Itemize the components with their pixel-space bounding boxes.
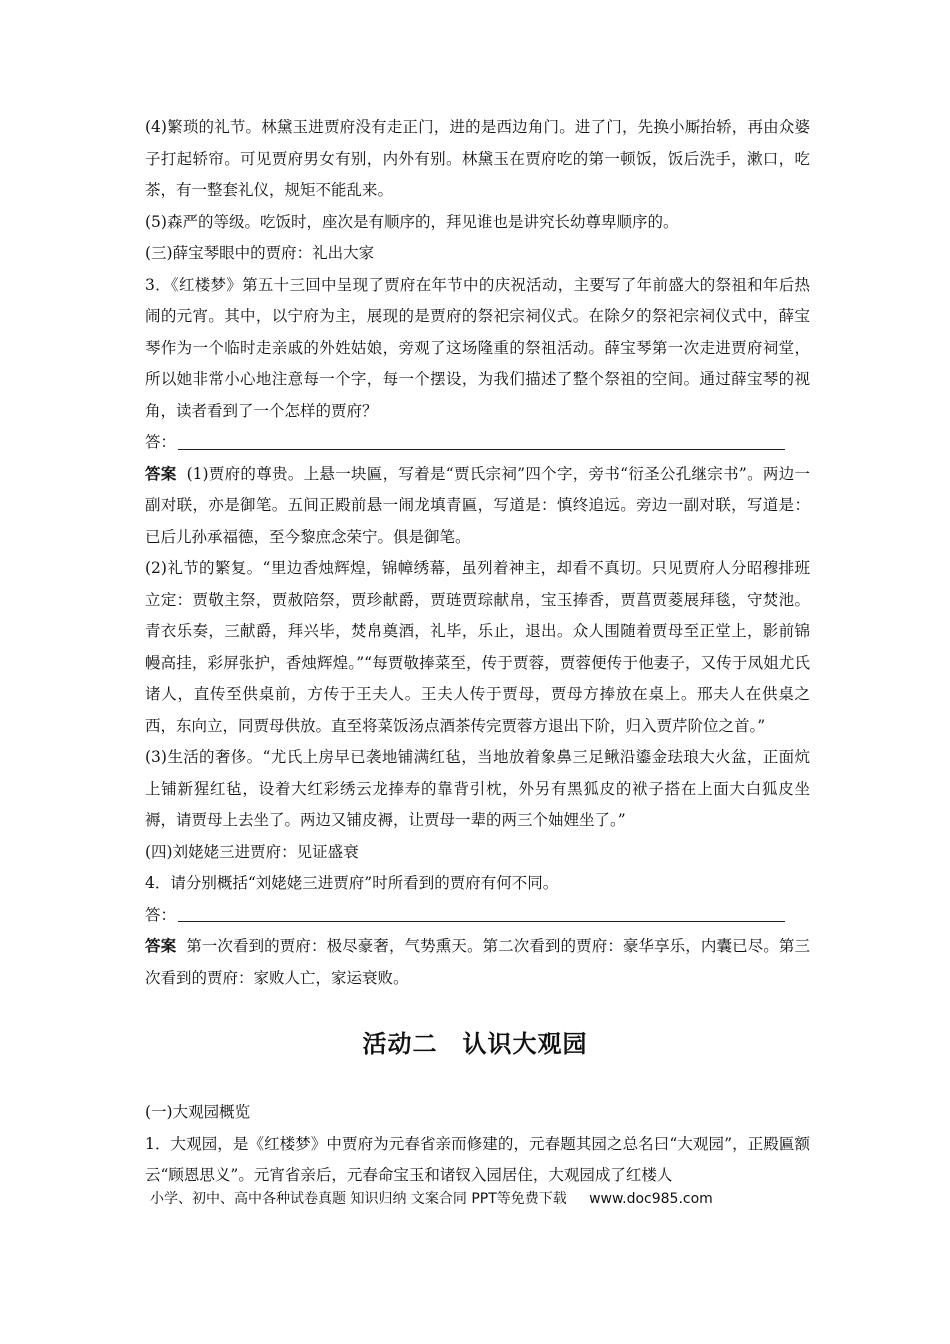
answer-rule bbox=[178, 433, 785, 450]
footer-text: 小学、初中、高中各种试卷真题 知识归纳 文案合同 PPT等免费下载 bbox=[150, 1191, 567, 1207]
paragraph-daguanyuan: 1．大观园，是《红楼梦》中贾府为元春省亲而修建的，元春题其园之总名曰“大观园”，正殿匾额云“顾恩思义”。元宵省亲后，元春命宝玉和诸钗入园居住，大观园成了红楼人 bbox=[145, 1134, 810, 1184]
answer-tag: 答案 bbox=[145, 464, 177, 483]
answer-4 bbox=[145, 931, 810, 994]
question-3: 3．《红楼梦》第五十三回中呈现了贾府在年节中的庆祝活动，主要写了年前盛大的祭祖和年后热闹的元宵。其中，以宁府为主，展现的是贾府的祭祀宗祠仪式。在除夕的祭祀宗祠仪式中，薛宝琴作为一个临时走亲戚的外姓姑娘，旁观了这场隆重的祭祖活动。薛宝琴第一次走进贾府祠堂，所以她非常小心地注意每一个字，每一个摆设，为我们描述了整个祭祖的空间。通过薛宝琴的视角，读者看到了一个怎样的贾府？ bbox=[145, 275, 810, 420]
answer-blank-4 bbox=[145, 900, 810, 932]
paragraph-hierarchy: (5)森严的等级。吃饭时，座次是有顺序的，拜见谁也是讲究长幼尊卑顺序的。 bbox=[145, 212, 679, 231]
section-heading-xue-baoqin: (三)薛宝琴眼中的贾府：礼出大家 bbox=[145, 244, 375, 262]
page-footer bbox=[150, 1188, 850, 1208]
answer-rule bbox=[178, 905, 785, 922]
document-body bbox=[145, 112, 810, 994]
paragraph-etiquette: (4)繁琐的礼节。林黛玉进贾府没有走正门，进的是西边角门。进了门，先换小厮抬轿，再由众婆子打起轿帘。可见贾府男女有别，内外有别。林黛玉在贾府吃的第一顿饭，饭后洗手，漱口，吃茶，有一整套礼仪，规矩不能乱来。 bbox=[145, 118, 810, 199]
answer-3-part3: (3)生活的奢侈。“尤氏上房早已袭地铺满红毡，当地放着象鼻三足鳅沿鎏金珐琅大火盆，正面炕上铺新猩红毡，设着大红彩绣云龙捧寿的靠背引枕，外另有黑狐皮的袱子搭在上面大白狐皮坐褥，请贾母上去坐了。两边又铺皮褥，让贾母一辈的两三个妯娌坐了。” bbox=[145, 748, 810, 829]
answer-3-part1-text: (1)贾府的尊贵。上悬一块匾，写着是“贾氏宗祠”四个字，旁书“衍圣公孔继宗书”。两边一副对联，亦是御笔。五间正殿前悬一闹龙填青匾，写道是：慎终追远。旁边一副对联，写道是：已后儿孙承福德，至今黎庶念荣宁。俱是御笔。 bbox=[145, 464, 810, 546]
section-heading-overview: (一)大观园概览 bbox=[145, 1103, 251, 1121]
answer-tag: 答案 bbox=[145, 937, 177, 955]
answer-label: 答： bbox=[145, 905, 177, 924]
activity-heading: 活动二 认识大观园 bbox=[362, 1030, 588, 1058]
footer-site: www.doc985.com bbox=[589, 1191, 713, 1207]
answer-label: 答： bbox=[145, 433, 177, 451]
answer-4-text: 第一次看到的贾府：极尽豪奢，气势熏天。第二次看到的贾府：豪华享乐，内囊已尽。第三次看到的贾府：家败人亡，家运衰败。 bbox=[145, 937, 810, 987]
answer-3-part1 bbox=[145, 459, 810, 554]
answer-blank-3 bbox=[145, 427, 810, 459]
question-4: 4．请分别概括“刘姥姥三进贾府”时所看到的贾府有何不同。 bbox=[145, 874, 559, 892]
document-body-lower bbox=[145, 1097, 810, 1192]
answer-3-part2: (2)礼节的繁复。“里边香烛辉煌，锦幛绣幕，虽列着神主，却看不真切。只见贾府人分昭穆排班立定：贾敬主祭，贾赦陪祭，贾珍献爵，贾琏贾琮献帛，宝玉捧香，贾菖贾菱展拜毯，守焚池。青衣乐奏，三献爵，拜兴毕，焚帛奠酒，礼毕，乐止，退出。众人围随着贾母至正堂上，影前锦幔高挂，彩屏张护，香烛辉煌。”“每贾敬捧菜至，传于贾蓉，贾蓉便传于他妻子，又传于凤姐尤氏诸人，直传至供桌前，方传于王夫人。王夫人传于贾母，贾母方捧放在桌上。邢夫人在供桌之西，东向立，同贾母供放。直至将菜饭汤点酒茶传完贾蓉方退出下阶，归入贾芹阶位之首。” bbox=[145, 559, 810, 735]
section-heading-liu-laolao: (四)刘姥姥三进贾府：见证盛衰 bbox=[145, 842, 359, 861]
